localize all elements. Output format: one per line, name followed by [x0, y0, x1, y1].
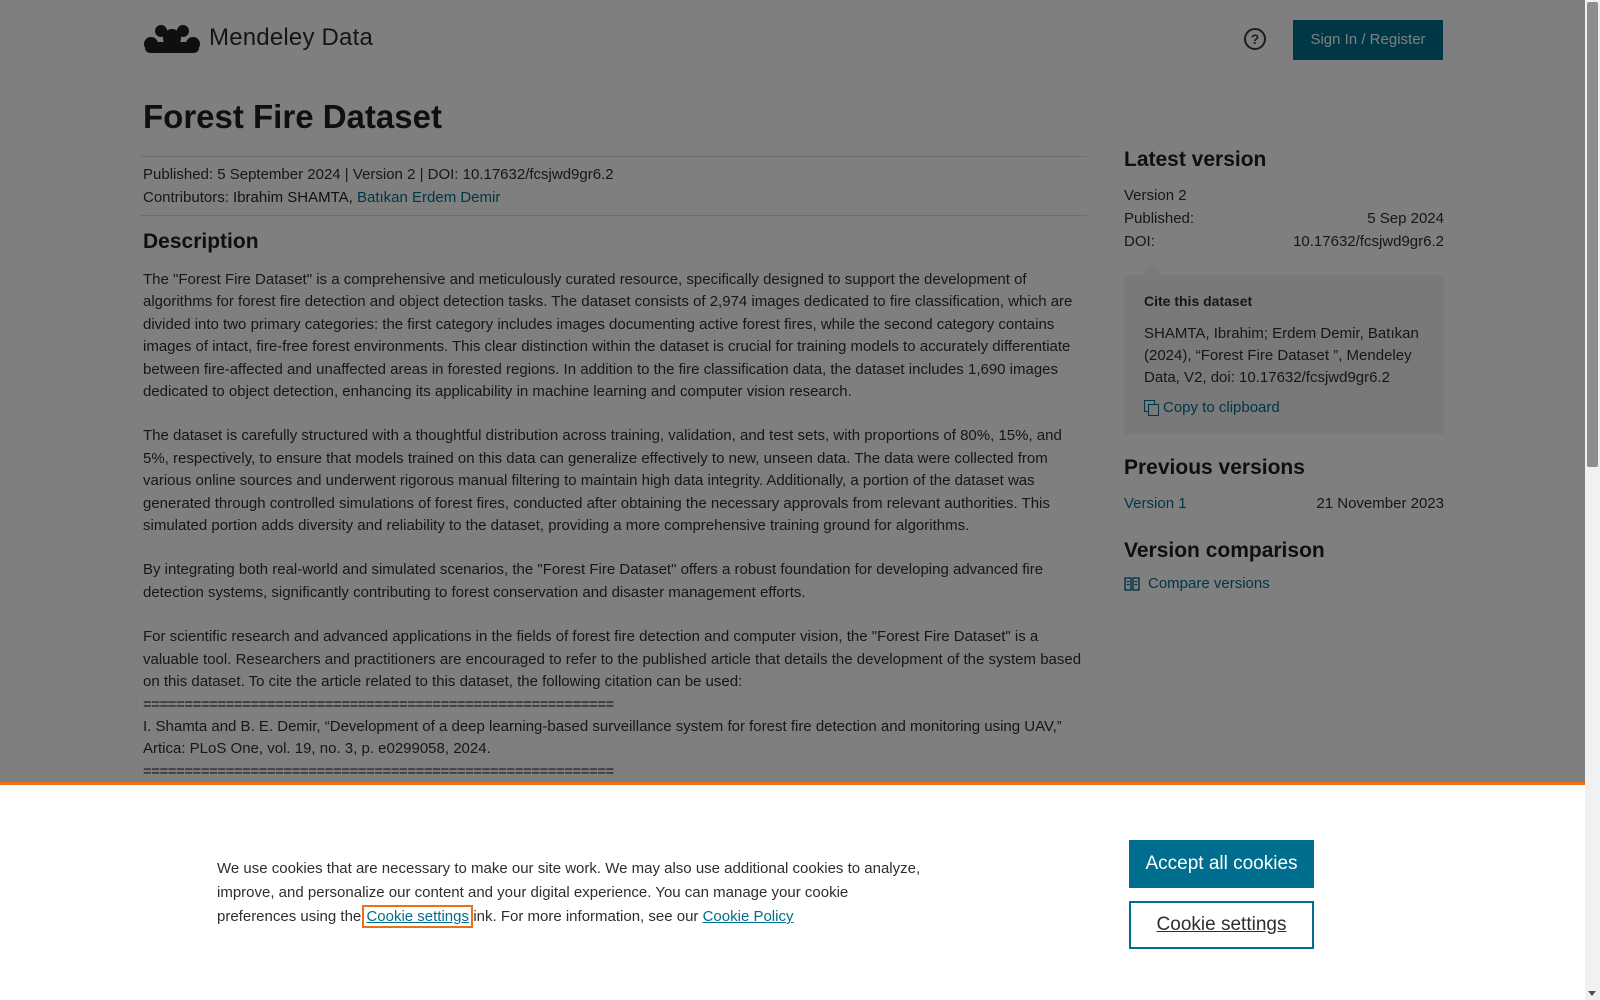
cookie-policy-link[interactable]: Cookie Policy: [702, 908, 794, 925]
cookie-settings-button[interactable]: Cookie settings: [1129, 901, 1314, 949]
cookie-settings-link[interactable]: Cookie settings: [366, 908, 469, 925]
scroll-down-arrow-icon[interactable]: [1588, 991, 1596, 996]
cookie-text: [217, 857, 922, 929]
scrollbar[interactable]: [1585, 0, 1600, 1000]
cookie-banner: [0, 782, 1585, 1000]
cookie-text-part-1: We use cookies that are necessary to make our site work. We may also use additional cookies to analyze, improve, and personalize our content and your digital experience. You can manage your cookie preferences using the: [217, 860, 921, 925]
accept-all-cookies-button[interactable]: Accept all cookies: [1129, 840, 1314, 888]
scrollbar-thumb[interactable]: [1587, 2, 1598, 467]
cookie-text-part-2: link. For more information, see our: [470, 908, 699, 925]
